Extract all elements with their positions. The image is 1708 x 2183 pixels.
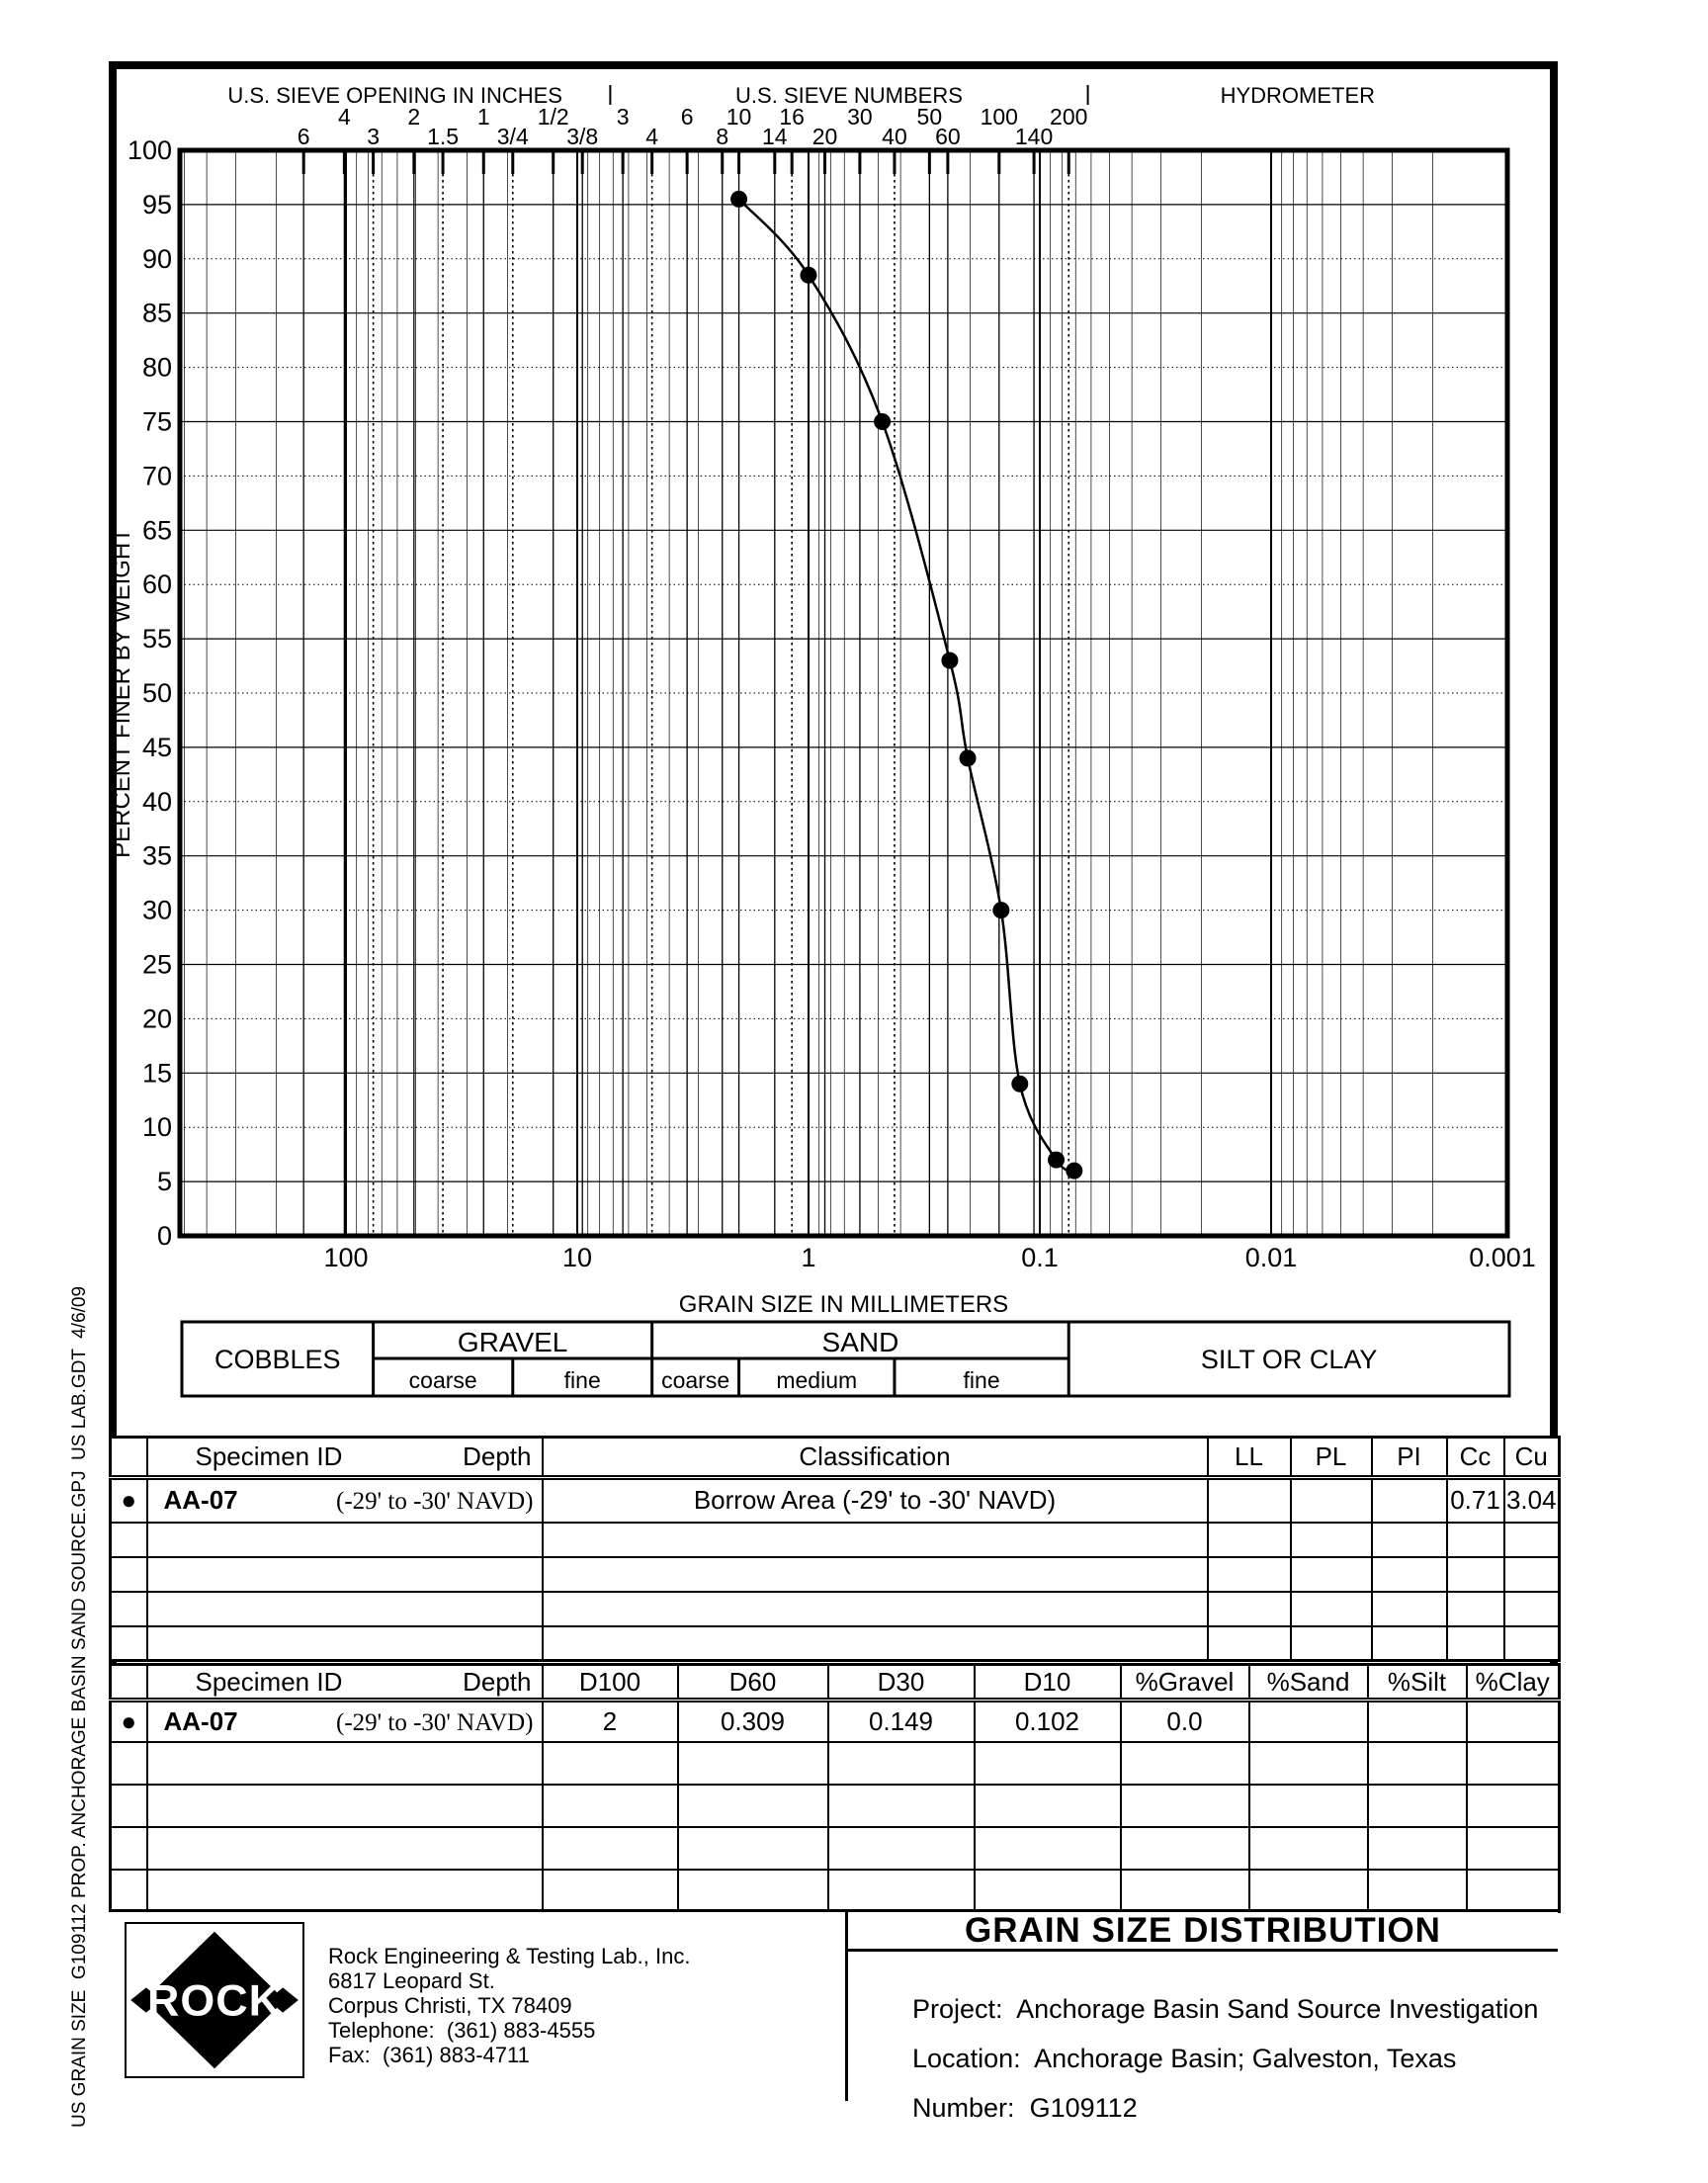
y-tick-label: 55 [141,624,172,655]
y-tick-label: 70 [141,461,172,491]
y-tick-label: 20 [141,1004,172,1034]
table-cell [111,1626,147,1661]
table-cell [678,1785,828,1827]
data-point [992,902,1009,918]
y-tick-label: 100 [127,135,172,165]
table-cell [111,1557,147,1592]
table-cell [678,1827,828,1870]
table-cell [1121,1742,1249,1785]
sieve-label: 60 [935,124,961,149]
empty-table-row [111,1870,1560,1912]
table-cell [1372,1478,1447,1523]
data-point [1011,1076,1028,1092]
table-cell [678,1870,828,1912]
number-value: G109112 [1029,2093,1138,2123]
column-header: D100 [543,1665,678,1701]
table-cell [1291,1557,1372,1592]
number-label: Number: [912,2093,1015,2123]
specimen-classification-table [109,1436,1561,1662]
table-cell [1121,1785,1249,1827]
table-cell [1447,1626,1504,1661]
table-cell [1504,1523,1560,1557]
column-header: Specimen ID Depth [147,1438,543,1478]
y-tick-label: 10 [141,1112,172,1143]
data-point [941,653,958,669]
table-cell [1368,1701,1467,1742]
table-cell [1372,1523,1447,1557]
classification-bar [182,1322,1509,1396]
data-point [1048,1152,1065,1169]
column-header: LL [1208,1438,1291,1478]
x-tick-label: 100 [323,1243,369,1272]
column-header: PL [1291,1438,1372,1478]
project-value: Anchorage Basin Sand Source Investigation [1016,1994,1539,2024]
data-point [960,749,977,766]
company-address-line: Corpus Christi, TX 78409 [328,1993,572,2018]
class-sand-medium: medium [776,1367,858,1393]
table-cell: Borrow Area (-29' to -30' NAVD) [543,1478,1208,1523]
table-cell [1291,1626,1372,1661]
table-cell [543,1626,1208,1661]
table-cell [828,1742,975,1785]
y-tick-label: 95 [141,189,172,219]
y-tick-label: 75 [141,406,172,437]
table-cell [1368,1785,1467,1827]
class-sand-fine: fine [963,1367,1000,1393]
table-cell [1467,1785,1560,1827]
column-header: D10 [975,1665,1121,1701]
column-header: Cu [1504,1438,1560,1478]
table-cell [1467,1827,1560,1870]
y-tick-label: 30 [141,895,172,925]
table-cell [1249,1870,1368,1912]
table-cell [543,1827,678,1870]
table-cell: ● [111,1701,147,1742]
empty-table-row [111,1557,1560,1592]
x-axis-title: GRAIN SIZE IN MILLIMETERS [678,1291,1009,1318]
logo-text: ROCK [147,1974,282,2026]
column-header: Specimen ID Depth [147,1665,543,1701]
class-sand: SAND [821,1327,899,1357]
x-tick-label: 0.01 [1244,1243,1298,1272]
sieve-label: 3 [367,124,381,149]
table-cell [111,1523,147,1557]
sieve-label: 4 [337,104,351,130]
column-header: Classification [543,1438,1208,1478]
table-cell [1121,1870,1249,1912]
company-address-line: Rock Engineering & Testing Lab., Inc. [328,1944,691,1968]
table-cell [1372,1557,1447,1592]
table-cell [111,1592,147,1626]
sieve-label: 4 [645,124,659,149]
sieve-label: 20 [811,124,838,149]
table-cell [1249,1785,1368,1827]
sieve-label: 40 [882,124,907,149]
table-cell [1208,1523,1291,1557]
class-gravel-coarse: coarse [408,1367,477,1393]
table-cell: 2 [543,1701,678,1742]
table-cell [1121,1827,1249,1870]
table-cell [147,1742,543,1785]
table-cell [1504,1626,1560,1661]
table-cell [543,1523,1208,1557]
table-cell [111,1742,147,1785]
table-cell [1372,1626,1447,1661]
table-cell [828,1785,975,1827]
column-header: %Silt [1368,1665,1467,1701]
empty-table-row [111,1626,1560,1661]
y-tick-label: 35 [141,840,172,871]
footer [109,1909,1558,2123]
table-row [111,1478,1560,1523]
column-header: %Sand [1249,1665,1368,1701]
table-cell: 0.0 [1121,1701,1249,1742]
company-address-line: Telephone: (361) 883-4555 [328,2018,596,2043]
sieve-label: 30 [847,104,873,130]
sieve-label: 1/2 [537,104,569,130]
column-header: %Clay [1467,1665,1560,1701]
x-tick-label: 0.001 [1469,1243,1536,1272]
sieve-label: 6 [297,124,310,149]
table-cell [543,1592,1208,1626]
rock-diamond-logo-icon [127,1924,302,2076]
location-value: Anchorage Basin; Galveston, Texas [1034,2044,1457,2073]
header-section-title: HYDROMETER [1220,83,1376,108]
data-point [1066,1163,1082,1179]
y-tick-label: 15 [141,1058,172,1089]
company-address-line: Fax: (361) 883-4711 [328,2043,530,2067]
column-header: %Gravel [1121,1665,1249,1701]
header-section-title: U.S. SIEVE OPENING IN INCHES [227,83,563,108]
table-cell [975,1827,1121,1870]
table-cell [1291,1523,1372,1557]
column-header: D30 [828,1665,975,1701]
sieve-label: 1.5 [427,124,460,149]
x-tick-label: 0.1 [1021,1243,1059,1272]
table-cell [1467,1701,1560,1742]
table-cell: 0.309 [678,1701,828,1742]
table-cell [828,1870,975,1912]
table-cell [147,1523,543,1557]
sieve-label: 6 [680,104,694,130]
y-tick-label: 80 [141,352,172,383]
class-sand-coarse: coarse [661,1367,730,1393]
data-point [730,191,747,208]
table-cell [1372,1592,1447,1626]
table-cell [1368,1742,1467,1785]
sieve-label: 200 [1050,104,1088,130]
y-tick-label: 5 [156,1167,172,1197]
table-cell: ● [111,1478,147,1523]
table-cell: 0.149 [828,1701,975,1742]
table-cell [1291,1592,1372,1626]
column-header: PI [1372,1438,1447,1478]
data-point [874,413,891,430]
sieve-label: 16 [779,104,805,130]
table-cell [1447,1523,1504,1557]
empty-table-row [111,1827,1560,1870]
table-cell [543,1785,678,1827]
table-cell: AA-07 (-29' to -30' NAVD) [147,1478,543,1523]
table-cell [975,1785,1121,1827]
x-tick-label: 10 [561,1243,593,1272]
table-cell [1249,1701,1368,1742]
table-cell [1504,1557,1560,1592]
sidebar-filename-text: US GRAIN SIZE G109112 PROP. ANCHORAGE BASIN SAND SOURCE.GPJ US LAB.GDT 4/6/09 [69,1285,90,2128]
y-tick-label: 65 [141,515,172,546]
company-address-line: 6817 Leopard St. [328,1968,495,1993]
plot-grid [180,150,1507,1236]
sieve-label: 50 [916,104,943,130]
class-gravel: GRAVEL [457,1327,568,1357]
column-header [111,1438,147,1478]
table-cell [678,1742,828,1785]
class-gravel-fine: fine [563,1367,601,1393]
table-cell [111,1785,147,1827]
sieve-label: 14 [762,124,788,149]
y-axis-title: PERCENT FINER BY WEIGHT [109,528,135,858]
empty-table-row [111,1523,1560,1557]
y-tick-label: 50 [141,678,172,708]
header-section-title: U.S. SIEVE NUMBERS [735,83,963,108]
empty-table-row [111,1742,1560,1785]
table-cell [147,1785,543,1827]
column-header [111,1665,147,1701]
number-line [868,2062,1138,2154]
table-cell [147,1870,543,1912]
table-cell: 0.71 [1447,1478,1504,1523]
company-address [328,1944,690,2067]
table-cell [1291,1478,1372,1523]
table-cell [543,1557,1208,1592]
table-cell [1249,1827,1368,1870]
table-cell [1208,1557,1291,1592]
sieve-label: 2 [407,104,421,130]
sieve-label: 3 [616,104,630,130]
table-cell [147,1557,543,1592]
location-label: Location: [912,2044,1021,2073]
table-cell [111,1827,147,1870]
table-cell [1368,1827,1467,1870]
table-cell [543,1742,678,1785]
y-tick-label: 45 [141,732,172,762]
table-row [111,1701,1560,1742]
gradation-statistics-table [109,1663,1561,1913]
gradation-curve [739,199,1074,1171]
table-cell [975,1742,1121,1785]
table-cell [1208,1626,1291,1661]
y-tick-label: 60 [141,569,172,600]
y-tick-label: 0 [156,1221,172,1251]
sieve-label: 100 [980,104,1018,130]
y-tick-label: 25 [141,949,172,980]
project-label: Project: [912,1994,1003,2024]
curve-series [730,191,1082,1179]
table-cell [1504,1592,1560,1626]
table-cell [147,1827,543,1870]
table-cell [147,1626,543,1661]
table-cell: 0.102 [975,1701,1121,1742]
table-cell: AA-07 (-29' to -30' NAVD) [147,1701,543,1742]
sieve-label: 1 [476,104,490,130]
x-tick-label: 1 [801,1243,816,1272]
empty-table-row [111,1592,1560,1626]
y-tick-label: 85 [141,298,172,328]
table-cell [1208,1478,1291,1523]
y-tick-label: 90 [141,243,172,274]
sieve-label: 10 [726,104,752,130]
table-cell [1368,1870,1467,1912]
sieve-label: 3/4 [496,124,529,149]
sieve-label: 140 [1014,124,1054,149]
sieve-label: 3/8 [566,124,599,149]
table-cell [975,1870,1121,1912]
class-silt-clay: SILT OR CLAY [1200,1345,1378,1374]
table-cell [1447,1592,1504,1626]
column-header: D60 [678,1665,828,1701]
table-cell [147,1592,543,1626]
table-cell [111,1870,147,1912]
company-logo [125,1922,304,2078]
header-band [227,83,1375,108]
table-cell [1208,1592,1291,1626]
data-point [801,267,817,284]
table-cell: 3.04 [1504,1478,1560,1523]
table-cell [1447,1557,1504,1592]
report-title: GRAIN SIZE DISTRIBUTION [848,1912,1558,1952]
table-cell [543,1870,678,1912]
table-cell [1249,1742,1368,1785]
table-cell [1467,1870,1560,1912]
table-cell [1467,1742,1560,1785]
sieve-label: 8 [716,124,729,149]
empty-table-row [111,1785,1560,1827]
table-cell [828,1827,975,1870]
class-cobbles: COBBLES [214,1345,341,1374]
y-tick-label: 40 [141,786,172,817]
column-header: Cc [1447,1438,1504,1478]
